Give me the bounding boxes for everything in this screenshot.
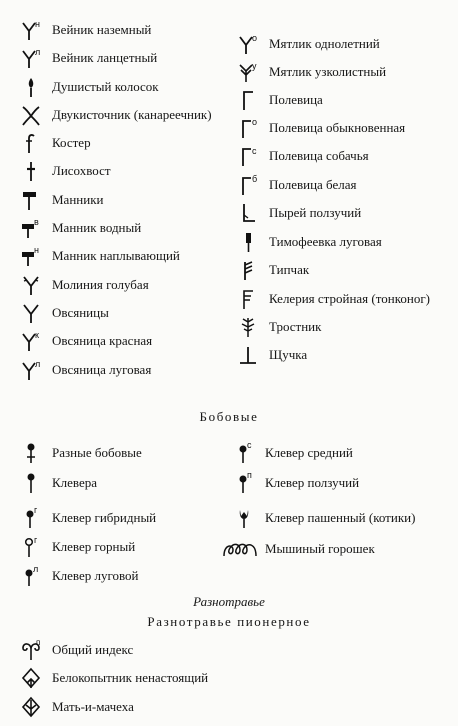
svg-text:л: л xyxy=(35,359,41,369)
svg-text:о: о xyxy=(252,117,258,127)
y-fork-k-icon xyxy=(16,328,46,354)
y-fork-ticks-icon xyxy=(16,272,46,298)
pin-tulip-icon xyxy=(229,505,259,531)
grass-entry xyxy=(233,342,307,368)
grass-entry xyxy=(233,314,321,340)
grass-entry xyxy=(233,286,430,312)
t-bar-v-icon xyxy=(16,215,46,241)
pin-l-icon xyxy=(16,563,46,589)
hook-stem-icon xyxy=(16,130,46,156)
legume-label: Клевера xyxy=(52,475,98,490)
legume-label: Клевер гибридный xyxy=(52,510,157,525)
gamma-s-icon xyxy=(233,143,263,169)
legume-label: Клевер луговой xyxy=(52,568,139,583)
legume-entry xyxy=(221,536,375,562)
t-bar-n-icon xyxy=(16,243,46,269)
pin-hollow-g-icon xyxy=(16,534,46,560)
t-bar-icon xyxy=(16,187,46,213)
svg-text:г: г xyxy=(34,505,38,515)
svg-text:в: в xyxy=(34,217,39,227)
grass-entry xyxy=(233,87,323,113)
grass-label: Полевица белая xyxy=(269,177,357,192)
svg-text:о: о xyxy=(252,33,258,43)
inverted-t-icon xyxy=(233,342,263,368)
y-fork-l-icon xyxy=(16,45,46,71)
svg-text:л: л xyxy=(35,47,41,57)
grass-label: Манник наплывающий xyxy=(52,248,180,263)
legume-label: Мышиный горошек xyxy=(265,541,375,556)
pin-ticks-icon xyxy=(16,440,46,466)
svg-text:с: с xyxy=(252,146,257,156)
legume-entry xyxy=(229,505,415,531)
loops-icon xyxy=(221,536,259,562)
legume-label: Клевер пашенный (котики) xyxy=(265,510,416,525)
forb-label: Белокопытник ненастоящий xyxy=(52,670,209,685)
pin-s-icon xyxy=(229,440,259,466)
grass-entry xyxy=(16,102,212,128)
svg-text:б: б xyxy=(252,174,258,184)
grass-label: Пырей ползучий xyxy=(269,205,362,220)
grass-label: Мятлик однолетний xyxy=(269,36,380,51)
arrow-diamond-icon xyxy=(16,694,46,720)
grass-entry xyxy=(16,243,180,269)
y-fork-l2-icon xyxy=(16,357,46,383)
spike-drop-icon xyxy=(16,74,46,100)
grass-entry xyxy=(16,272,149,298)
y-fork-icon xyxy=(16,300,46,326)
svg-text:п: п xyxy=(36,638,41,647)
grass-entry xyxy=(233,200,361,226)
forb-entry xyxy=(16,637,133,663)
grass-entry xyxy=(233,31,380,57)
grass-entry xyxy=(233,257,309,283)
svg-text:у: у xyxy=(252,61,257,71)
grass-label: Мятлик узколистный xyxy=(269,64,387,79)
grass-label: Тимофеевка луговая xyxy=(269,234,382,249)
gamma-b-icon xyxy=(233,172,263,198)
grass-entry xyxy=(16,158,111,184)
cross-stem-icon xyxy=(16,158,46,184)
grass-label: Вейник наземный xyxy=(52,22,152,37)
svg-text:с: с xyxy=(247,440,252,450)
double-brush-icon xyxy=(16,102,46,128)
grass-label: Полевица обыкновенная xyxy=(269,120,406,135)
legume-entry xyxy=(16,563,139,589)
grass-label: Манник водный xyxy=(52,220,142,235)
legume-label: Клевер горный xyxy=(52,539,136,554)
legume-label: Разные бобовые xyxy=(52,445,142,460)
forb-label: Общий индекс xyxy=(52,642,134,657)
grass-entry xyxy=(233,229,382,255)
grass-label: Келерия стройная (тонконог) xyxy=(269,291,430,306)
grass-entry xyxy=(16,215,141,241)
grass-label: Овсяница луговая xyxy=(52,362,152,377)
creeping-stem-icon xyxy=(233,200,263,226)
svg-text:г: г xyxy=(34,535,38,545)
forb-label: Мать-и-мачеха xyxy=(52,699,134,714)
grass-entry xyxy=(233,59,386,85)
grass-label: Овсяница красная xyxy=(52,333,153,348)
grass-label: Двукисточник (канареечник) xyxy=(52,107,212,122)
legume-entry xyxy=(16,440,142,466)
grass-entry xyxy=(16,45,157,71)
y-fork-h-icon xyxy=(16,17,46,43)
reed-icon xyxy=(233,314,263,340)
grass-entry xyxy=(233,143,369,169)
legume-entry xyxy=(16,534,135,560)
forbs-subheading: Разнотравье пионерное xyxy=(147,614,311,629)
double-gamma-icon xyxy=(233,286,263,312)
grass-label: Манники xyxy=(52,192,104,207)
grass-label: Овсяницы xyxy=(52,305,109,320)
legume-entry xyxy=(229,470,359,496)
svg-text:п: п xyxy=(247,470,252,480)
block-stem-icon xyxy=(233,229,263,255)
legume-label: Клевер средний xyxy=(265,445,353,460)
legume-entry xyxy=(16,505,156,531)
y-fork-o-icon xyxy=(233,31,263,57)
legume-entry xyxy=(229,440,353,466)
grass-entry xyxy=(233,115,405,141)
ram-horn-icon xyxy=(16,637,46,663)
grass-label: Щучка xyxy=(269,347,308,362)
legume-entry xyxy=(16,470,97,496)
grass-label: Полевица xyxy=(269,92,323,107)
gamma-o-icon xyxy=(233,115,263,141)
slash-ticks-icon xyxy=(233,257,263,283)
grass-entry xyxy=(233,172,357,198)
grass-entry xyxy=(16,300,109,326)
grass-label: Типчак xyxy=(269,262,310,277)
grass-entry xyxy=(16,74,159,100)
svg-text:н: н xyxy=(35,19,40,29)
grass-label: Молиния голубая xyxy=(52,277,149,292)
grass-entry xyxy=(16,187,103,213)
pin-p-icon xyxy=(229,470,259,496)
grass-label: Душистый колосок xyxy=(52,79,159,94)
grass-entry xyxy=(16,357,151,383)
grass-entry xyxy=(16,130,91,156)
grass-label: Костер xyxy=(52,135,91,150)
legumes-heading: Бобовые xyxy=(199,409,259,424)
grass-label: Лисохвост xyxy=(52,163,111,178)
legume-label: Клевер ползучий xyxy=(265,475,360,490)
grass-label: Вейник ланцетный xyxy=(52,50,158,65)
gamma-icon xyxy=(233,87,263,113)
grass-label: Тростник xyxy=(269,319,322,334)
forb-entry xyxy=(16,694,134,720)
grass-entry xyxy=(16,328,152,354)
svg-text:л: л xyxy=(33,564,39,574)
grass-entry xyxy=(16,17,151,43)
svg-text:к: к xyxy=(35,330,39,340)
pin-g-icon xyxy=(16,505,46,531)
pin-icon xyxy=(16,470,46,496)
diamond-arrow-icon xyxy=(16,665,46,691)
grass-label: Полевица собачья xyxy=(269,148,369,163)
svg-text:н: н xyxy=(34,245,39,255)
forbs-heading: Разнотравье xyxy=(193,594,265,609)
forb-entry xyxy=(16,665,208,691)
y-double-fork-u-icon xyxy=(233,59,263,85)
